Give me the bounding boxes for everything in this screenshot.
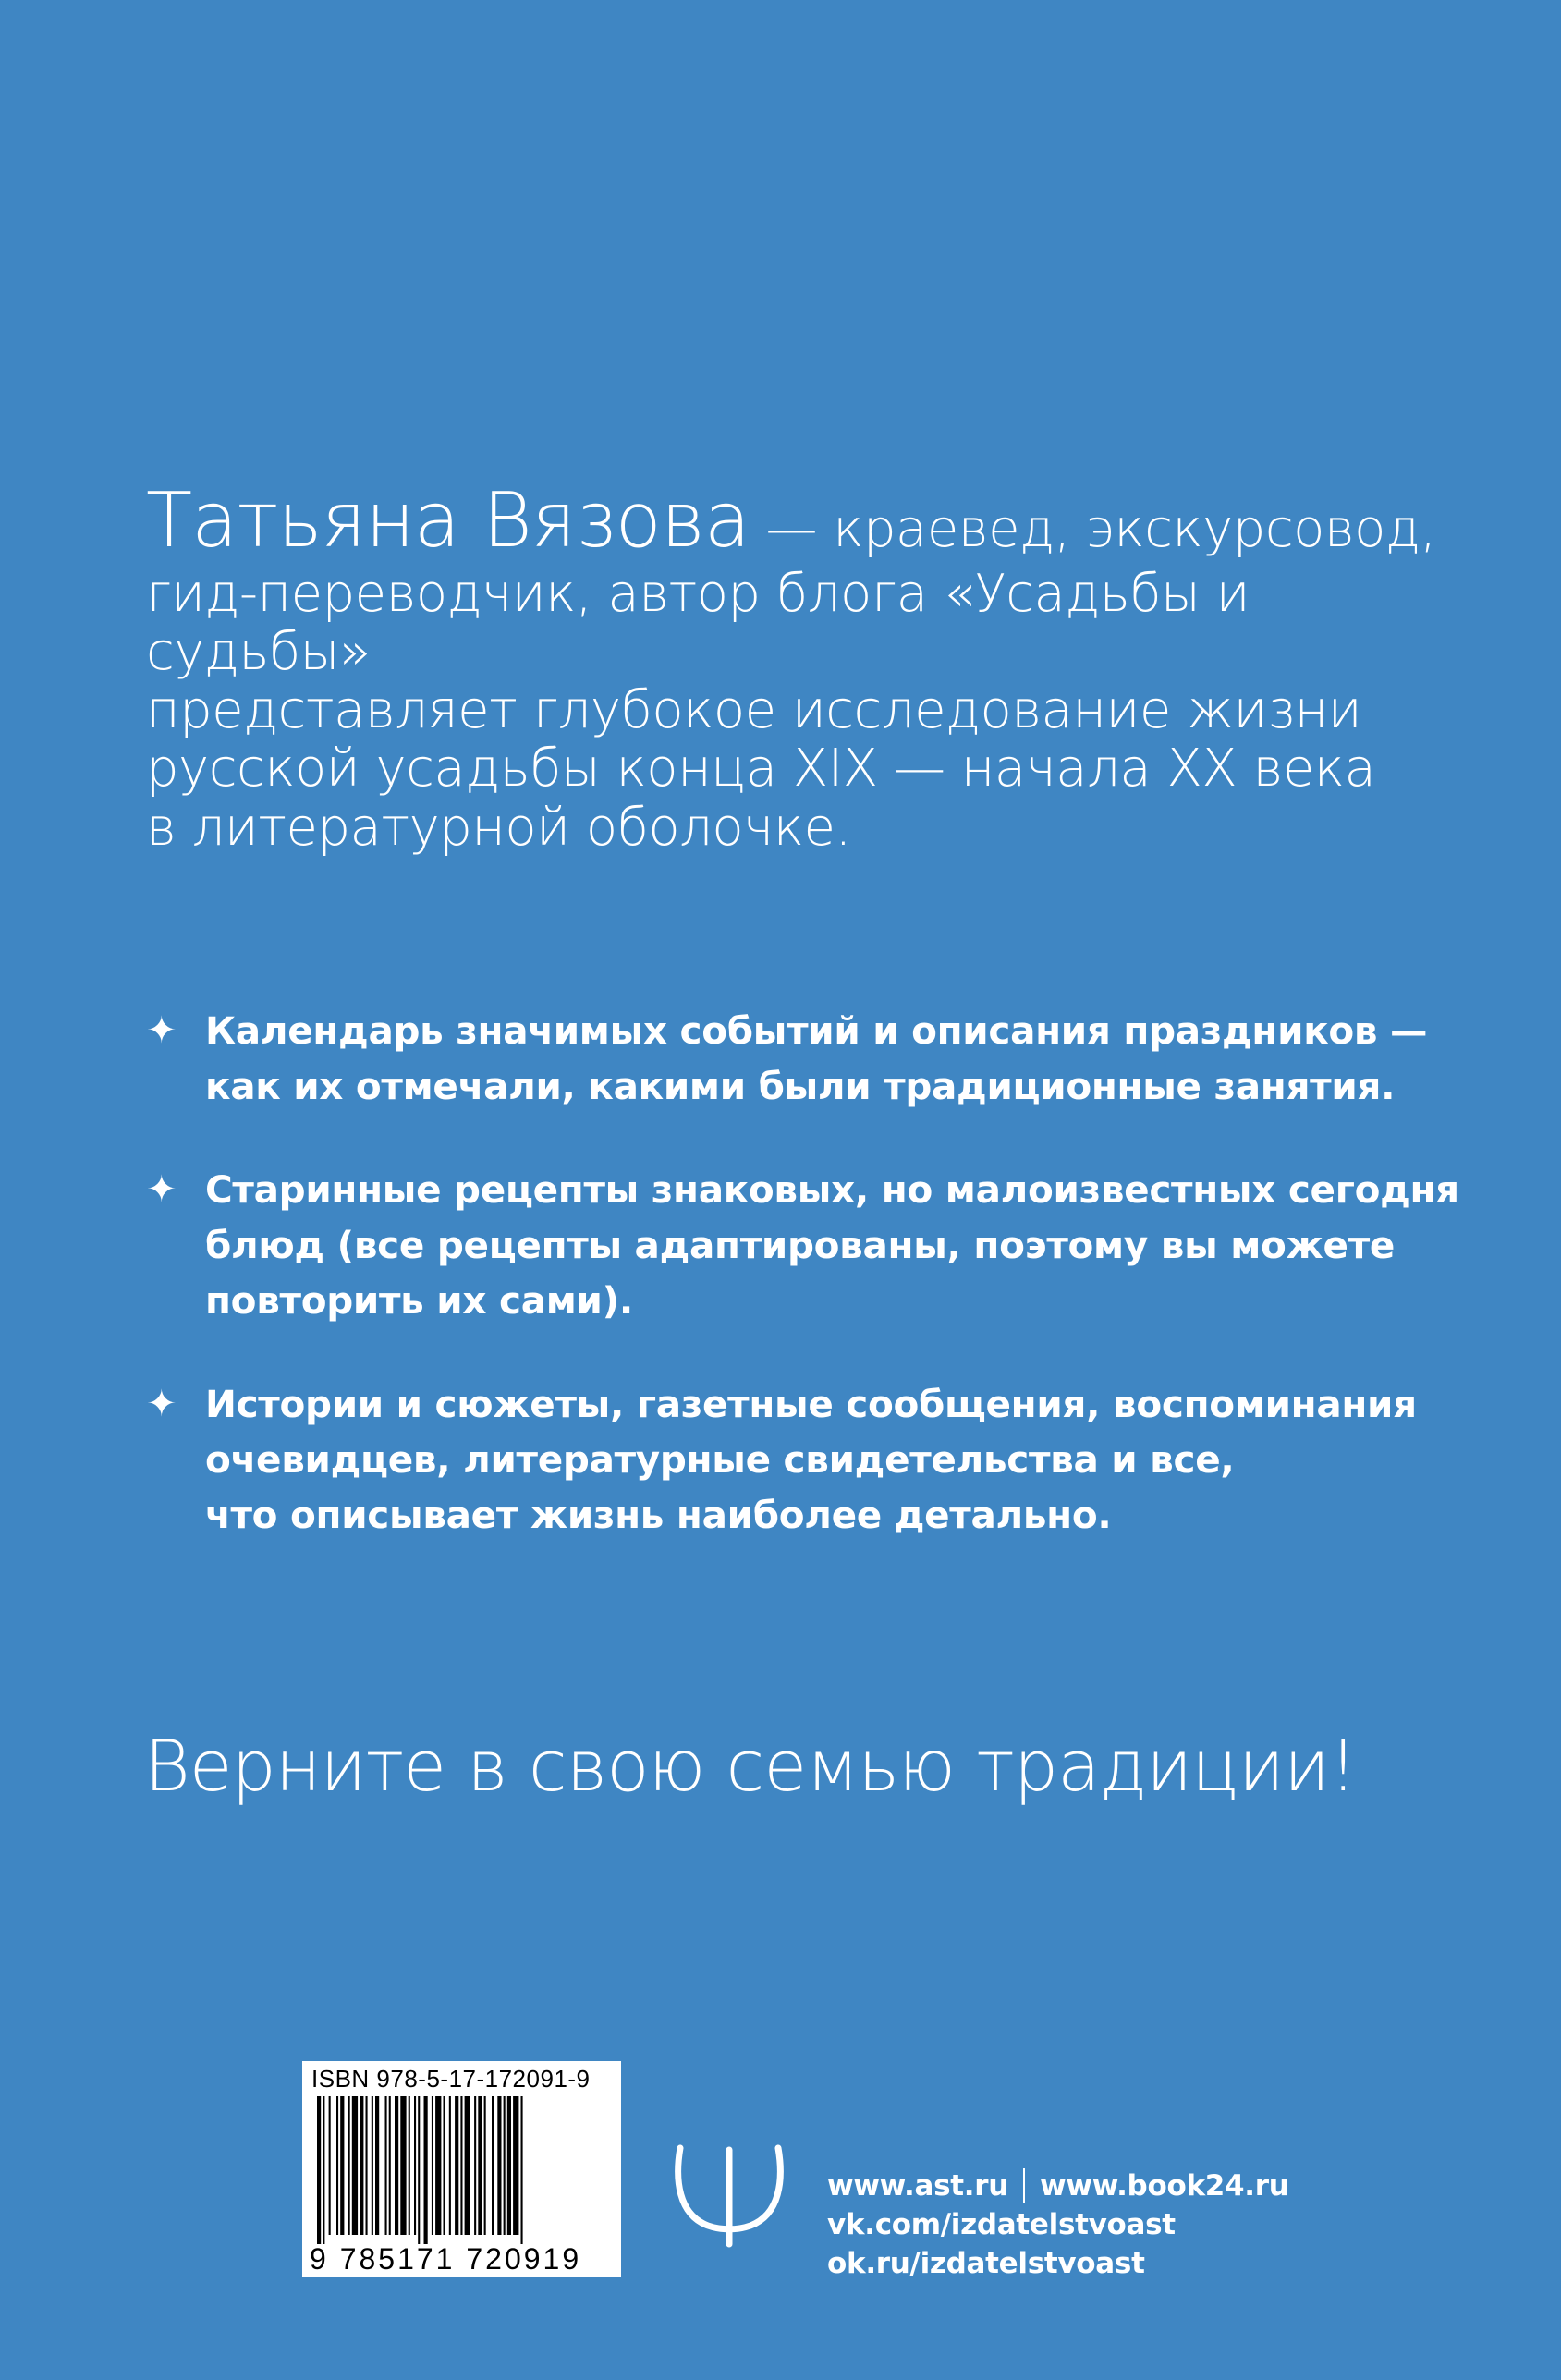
feature-item [146,1376,1477,1543]
barcode-bar [340,2096,344,2235]
four-point-star-icon: ✦ [146,1009,177,1052]
barcode-bar [414,2096,416,2235]
barcode-bar [317,2096,321,2244]
feature-line: Календарь значимых событий и описания праздников — [205,1008,1428,1053]
feature-line: что описывает жизнь наиболее детально. [205,1493,1112,1537]
barcode-bar [409,2096,410,2235]
barcode-icon [315,2096,609,2244]
barcode-bar [435,2096,441,2235]
feature-item [146,1162,1477,1328]
barcode-bar [484,2096,486,2235]
barcode-bar [395,2096,398,2235]
barcode-bar [424,2096,428,2244]
link-ok[interactable]: ok.ru/izdatelstvoast [827,2247,1145,2280]
barcode-bar [348,2096,350,2235]
feature-line: как их отмечали, какими были традиционные занятия. [205,1064,1396,1108]
barcode-bar [336,2096,338,2235]
author-name: Татьяна Вязова [146,477,750,565]
intro-paragraph [146,479,1458,857]
barcode-bar [507,2096,511,2235]
barcode-bar [385,2096,387,2235]
intro-line: — краевед, экскурсовод, [750,499,1436,559]
barcode-bar [492,2096,494,2235]
barcode-bar [460,2096,462,2235]
barcode-bar [521,2096,523,2244]
barcode-bar [366,2096,368,2235]
barcode-bar [400,2096,406,2235]
intro-line: русской усадьбы конца XIX — начала XX века [146,738,1376,799]
feature-line: Истории и сюжеты, газетные сообщения, воспоминания [205,1382,1417,1426]
four-point-star-icon: ✦ [146,1383,177,1425]
feature-line: блюд (все рецепты адаптированы, поэтому вы можете [205,1223,1396,1267]
feature-line: повторить их сами). [205,1278,633,1323]
ean-digits: 9 785171 720919 [310,2242,582,2276]
barcode-bar [465,2096,470,2235]
link-book24[interactable]: www.book24.ru [1040,2169,1289,2203]
barcode-bar [497,2096,501,2235]
barcode-bar [504,2096,506,2235]
intro-line: в литературной оболочке. [146,797,851,858]
barcode-bar [478,2096,482,2235]
link-separator [1023,2168,1025,2203]
four-point-star-icon: ✦ [146,1168,177,1211]
slogan: Верните в свою семью традиции! [144,1725,1357,1807]
feature-line: очевидцев, литературные свидетельства и все, [205,1437,1235,1482]
barcode-box [302,2061,621,2277]
barcode-bar [444,2096,445,2235]
link-vk[interactable]: vk.com/izdatelstvoast [827,2208,1176,2241]
feature-item [146,1003,1477,1114]
barcode-bar [432,2096,433,2235]
feature-line: Старинные рецепты знаковых, но малоизвестных сегодня [205,1167,1459,1212]
barcode-bar [418,2096,420,2244]
psi-logo-icon [673,2142,786,2248]
barcode-bar [389,2096,391,2235]
intro-line: представляет глубокое исследование жизни [146,680,1362,741]
link-ast[interactable]: www.ast.ru [827,2169,1009,2203]
barcode-bar [474,2096,476,2235]
barcode-bar [360,2096,363,2235]
barcode-bar [352,2096,358,2235]
barcode-bar [372,2096,373,2235]
barcode-bar [329,2096,331,2235]
isbn-label: ISBN 978-5-17-172091-9 [311,2065,591,2093]
barcode-bar [455,2096,458,2235]
barcode-bar [449,2096,451,2235]
publisher-links [827,2166,1289,2283]
barcode-bar [375,2096,379,2235]
feature-list [146,1003,1477,1591]
barcode-bar [323,2096,324,2244]
barcode-bar [513,2096,518,2235]
intro-line: гид-переводчик, автор блога «Усадьбы и судьбы» [146,563,1250,682]
